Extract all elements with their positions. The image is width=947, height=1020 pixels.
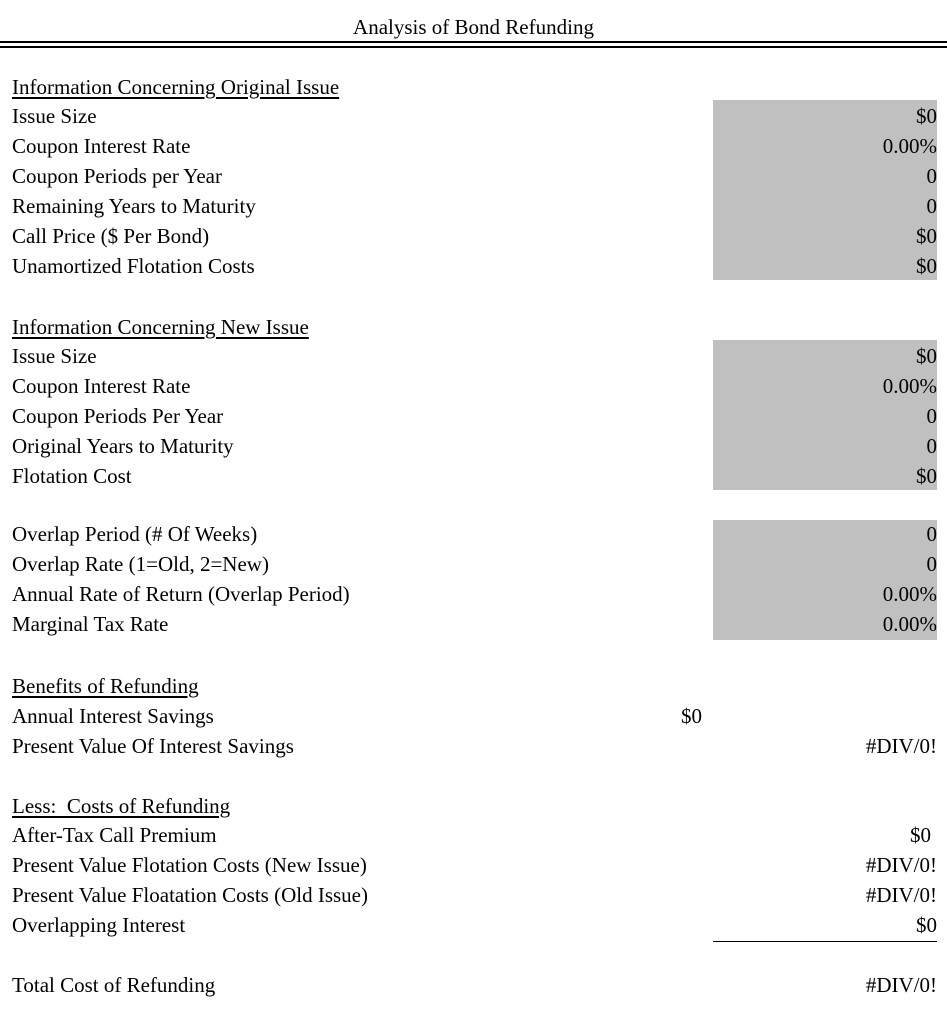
page-title: Analysis of Bond Refunding — [353, 15, 594, 39]
pv-flotation-new-row — [12, 850, 937, 880]
subtotal-rule — [713, 941, 937, 942]
row-label: Issue Size — [12, 344, 97, 368]
new-coupon-rate-input[interactable]: 0.00% — [882, 374, 937, 398]
row-label: Coupon Interest Rate — [12, 374, 191, 398]
row-label: Overlap Rate (1=Old, 2=New) — [12, 552, 269, 576]
new-coupon-rate-row — [12, 371, 937, 401]
row-label: Coupon Periods per Year — [12, 164, 222, 188]
total-cost-label: Total Cost of Refunding — [12, 973, 216, 997]
annual-interest-savings-value: $0 — [681, 704, 702, 728]
original-coupon-periods-row — [12, 161, 937, 191]
row-label: Coupon Periods Per Year — [12, 404, 224, 428]
pv-flotation-new-value: #DIV/0! — [865, 853, 937, 877]
unamortized-flotation-row — [12, 251, 937, 281]
row-label: Call Price ($ Per Bond) — [12, 224, 210, 248]
row-label: Overlapping Interest — [12, 913, 186, 937]
after-tax-call-premium-row — [12, 820, 937, 850]
row-label: Overlap Period (# Of Weeks) — [12, 522, 258, 546]
new-issue-size-input[interactable]: $0 — [916, 344, 937, 368]
pv-interest-savings-row — [12, 731, 937, 761]
new-coupon-periods-row — [12, 401, 937, 431]
row-label: Present Value Flotation Costs (New Issue) — [12, 853, 367, 877]
original-years-input[interactable]: 0 — [926, 434, 937, 458]
row-label: Flotation Cost — [12, 464, 132, 488]
after-tax-call-premium-value: $0 — [910, 823, 931, 847]
row-label: Present Value Of Interest Savings — [12, 734, 294, 758]
total-cost-row — [12, 970, 937, 1000]
new-issue-header — [12, 312, 937, 342]
row-label: Issue Size — [12, 104, 97, 128]
section-header-label: Less: Costs of Refunding — [12, 794, 231, 818]
pv-flotation-old-value: #DIV/0! — [865, 883, 937, 907]
flotation-cost-row — [12, 461, 937, 491]
total-cost-value: #DIV/0! — [865, 973, 937, 997]
section-header-label: Information Concerning New Issue — [12, 315, 309, 339]
remaining-years-input[interactable]: 0 — [926, 194, 937, 218]
section-header-label: Information Concerning Original Issue — [12, 75, 340, 99]
row-label: Annual Rate of Return (Overlap Period) — [12, 582, 350, 606]
title-double-rule-bottom — [0, 46, 947, 48]
original-issue-header — [12, 72, 937, 102]
remaining-years-row — [12, 191, 937, 221]
original-issue-size-input[interactable]: $0 — [916, 104, 937, 128]
call-price-row — [12, 221, 937, 251]
row-label: Present Value Floatation Costs (Old Issue) — [12, 883, 368, 907]
section-header-label: Benefits of Refunding — [12, 674, 199, 698]
original-coupon-rate-row — [12, 131, 937, 161]
annual-interest-savings-row — [12, 701, 937, 731]
row-label: Annual Interest Savings — [12, 704, 214, 728]
original-coupon-rate-input[interactable]: 0.00% — [882, 134, 937, 158]
row-label: Original Years to Maturity — [12, 434, 234, 458]
pv-flotation-old-row — [12, 880, 937, 910]
original-coupon-periods-input[interactable]: 0 — [926, 164, 937, 188]
pv-interest-savings-value: #DIV/0! — [865, 734, 937, 758]
benefits-header — [12, 671, 937, 701]
overlap-period-row — [12, 519, 937, 549]
new-coupon-periods-input[interactable]: 0 — [926, 404, 937, 428]
row-label: Coupon Interest Rate — [12, 134, 191, 158]
overlapping-interest-value: $0 — [916, 913, 937, 937]
unamortized-flotation-input[interactable]: $0 — [916, 254, 937, 278]
overlap-rate-row — [12, 549, 937, 579]
overlapping-interest-row — [12, 910, 937, 940]
row-label: Unamortized Flotation Costs — [12, 254, 255, 278]
flotation-cost-input[interactable]: $0 — [916, 464, 937, 488]
title-double-rule-top — [0, 41, 947, 43]
row-label: Remaining Years to Maturity — [12, 194, 256, 218]
row-label: Marginal Tax Rate — [12, 612, 169, 636]
marginal-tax-row — [12, 609, 937, 639]
annual-return-input[interactable]: 0.00% — [882, 582, 937, 606]
marginal-tax-input[interactable]: 0.00% — [882, 612, 937, 636]
original-years-row — [12, 431, 937, 461]
costs-header — [12, 791, 937, 821]
overlap-period-input[interactable]: 0 — [926, 522, 937, 546]
new-issue-size-row — [12, 341, 937, 371]
row-label: After-Tax Call Premium — [12, 823, 217, 847]
annual-return-row — [12, 579, 937, 609]
overlap-rate-input[interactable]: 0 — [926, 552, 937, 576]
call-price-input[interactable]: $0 — [916, 224, 937, 248]
original-issue-size-row — [12, 101, 937, 131]
